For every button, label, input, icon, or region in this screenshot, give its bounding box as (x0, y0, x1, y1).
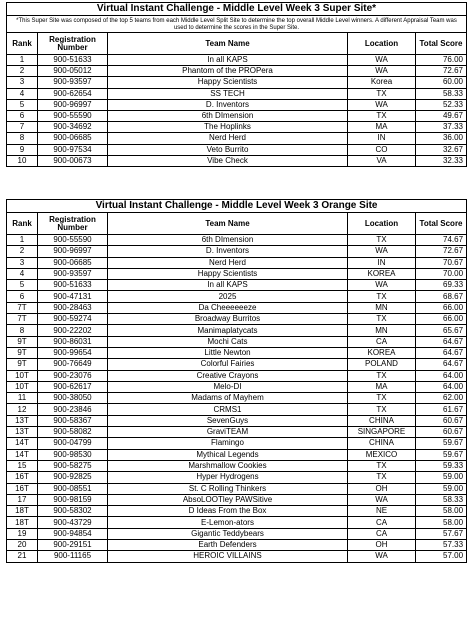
rank-cell: 2 (7, 246, 38, 257)
team-name-cell: D Ideas From the Box (108, 506, 348, 517)
rank-cell: 7T (7, 314, 38, 325)
rank-cell: 15 (7, 460, 38, 471)
table-row (7, 235, 467, 246)
total-score-cell: 49.67 (416, 110, 467, 121)
total-score-cell: 65.67 (416, 325, 467, 336)
location-cell: OH (348, 483, 416, 494)
team-name-cell: Marshmallow Cookies (108, 460, 348, 471)
rank-cell: 5 (7, 99, 38, 110)
team-name-cell: Phantom of the PROPera (108, 66, 348, 77)
total-score-cell: 64.67 (416, 336, 467, 347)
location-cell: WA (348, 99, 416, 110)
registration-cell: 900-93597 (38, 77, 108, 88)
rank-cell: 14T (7, 438, 38, 449)
rank-cell: 10 (7, 155, 38, 166)
table-row (7, 246, 467, 257)
location-cell: CHINA (348, 415, 416, 426)
super-site-header-row (7, 33, 467, 55)
team-name-cell: HEROIC VILLAINS (108, 551, 348, 562)
column-header-registration: Registration Number (38, 33, 108, 55)
table-row (7, 404, 467, 415)
registration-cell: 900-62617 (38, 381, 108, 392)
rank-cell: 4 (7, 88, 38, 99)
total-score-cell: 58.33 (416, 88, 467, 99)
rank-cell: 8 (7, 325, 38, 336)
column-header-registration: Registration Number (38, 213, 108, 235)
team-name-cell: 6th DImension (108, 235, 348, 246)
team-name-cell: In all KAPS (108, 280, 348, 291)
table-row (7, 540, 467, 551)
location-cell: TX (348, 88, 416, 99)
table-row (7, 370, 467, 381)
team-name-cell: GraviTEAM (108, 427, 348, 438)
location-cell: NE (348, 506, 416, 517)
rank-cell: 11 (7, 393, 38, 404)
total-score-cell: 76.00 (416, 55, 467, 66)
rank-cell: 12 (7, 404, 38, 415)
team-name-cell: Colorful Fairies (108, 359, 348, 370)
location-cell: CHINA (348, 438, 416, 449)
team-name-cell: Veto Burrito (108, 144, 348, 155)
registration-cell: 900-58275 (38, 460, 108, 471)
rank-cell: 7T (7, 302, 38, 313)
team-name-cell: SevenGuys (108, 415, 348, 426)
team-name-cell: In all KAPS (108, 55, 348, 66)
super-site-title: Virtual Instant Challenge - Middle Level Week 3 Super Site* (7, 3, 467, 16)
registration-cell: 900-58082 (38, 427, 108, 438)
table-row (7, 483, 467, 494)
orange-site-body (7, 235, 467, 563)
team-name-cell: St. C Rolling Thinkers (108, 483, 348, 494)
team-name-cell: Nerd Herd (108, 133, 348, 144)
registration-cell: 900-34692 (38, 122, 108, 133)
table-row (7, 257, 467, 268)
registration-cell: 900-04799 (38, 438, 108, 449)
total-score-cell: 59.00 (416, 472, 467, 483)
table-row (7, 77, 467, 88)
rank-cell: 9 (7, 144, 38, 155)
total-score-cell: 60.67 (416, 427, 467, 438)
location-cell: WA (348, 280, 416, 291)
total-score-cell: 64.00 (416, 381, 467, 392)
rank-cell: 2 (7, 66, 38, 77)
table-row (7, 144, 467, 155)
location-cell: IN (348, 257, 416, 268)
location-cell: CA (348, 336, 416, 347)
location-cell: MN (348, 302, 416, 313)
rank-cell: 14T (7, 449, 38, 460)
table-row (7, 314, 467, 325)
location-cell: TX (348, 472, 416, 483)
table-row (7, 99, 467, 110)
location-cell: MN (348, 325, 416, 336)
rank-cell: 21 (7, 551, 38, 562)
table-row (7, 460, 467, 471)
location-cell: TX (348, 235, 416, 246)
total-score-cell: 64.67 (416, 359, 467, 370)
registration-cell: 900-23076 (38, 370, 108, 381)
location-cell: TX (348, 314, 416, 325)
table-row (7, 55, 467, 66)
location-cell: VA (348, 155, 416, 166)
total-score-cell: 32.67 (416, 144, 467, 155)
rank-cell: 9T (7, 359, 38, 370)
table-row (7, 133, 467, 144)
rank-cell: 13T (7, 427, 38, 438)
location-cell: TX (348, 291, 416, 302)
location-cell: Korea (348, 77, 416, 88)
rank-cell: 20 (7, 540, 38, 551)
orange-site-title: Virtual Instant Challenge - Middle Level Week 3 Orange Site (7, 200, 467, 213)
total-score-cell: 59.00 (416, 483, 467, 494)
table-row (7, 517, 467, 528)
total-score-cell: 37.33 (416, 122, 467, 133)
location-cell: TX (348, 110, 416, 121)
total-score-cell: 60.67 (416, 415, 467, 426)
table-row (7, 155, 467, 166)
team-name-cell: Hyper Hydrogens (108, 472, 348, 483)
location-cell: CA (348, 528, 416, 539)
total-score-cell: 58.33 (416, 494, 467, 505)
registration-cell: 900-22202 (38, 325, 108, 336)
rank-cell: 16T (7, 483, 38, 494)
location-cell: TX (348, 393, 416, 404)
location-cell: TX (348, 370, 416, 381)
team-name-cell: Little Newton (108, 347, 348, 358)
rank-cell: 1 (7, 235, 38, 246)
location-cell: IN (348, 133, 416, 144)
total-score-cell: 57.67 (416, 528, 467, 539)
table-row (7, 302, 467, 313)
total-score-cell: 59.33 (416, 460, 467, 471)
registration-cell: 900-55590 (38, 235, 108, 246)
registration-cell: 900-43729 (38, 517, 108, 528)
location-cell: TX (348, 404, 416, 415)
column-header-rank: Rank (7, 33, 38, 55)
rank-cell: 9T (7, 336, 38, 347)
location-cell: CO (348, 144, 416, 155)
registration-cell: 900-96997 (38, 246, 108, 257)
team-name-cell: AbsoLOOTley PAWSitive (108, 494, 348, 505)
table-row (7, 393, 467, 404)
location-cell: MA (348, 381, 416, 392)
team-name-cell: 2025 (108, 291, 348, 302)
team-name-cell: Happy Scientists (108, 268, 348, 279)
total-score-cell: 59.67 (416, 438, 467, 449)
team-name-cell: Creative Crayons (108, 370, 348, 381)
registration-cell: 900-97534 (38, 144, 108, 155)
team-name-cell: 6th DImension (108, 110, 348, 121)
rank-cell: 10T (7, 370, 38, 381)
rank-cell: 17 (7, 494, 38, 505)
team-name-cell: Vibe Check (108, 155, 348, 166)
team-name-cell: Mythical Legends (108, 449, 348, 460)
column-header-team-name: Team Name (108, 33, 348, 55)
table-row (7, 381, 467, 392)
total-score-cell: 58.00 (416, 517, 467, 528)
registration-cell: 900-06685 (38, 257, 108, 268)
registration-cell: 900-05012 (38, 66, 108, 77)
super-site-note: *This Super Site was composed of the top 5 teams from each Middle Level Split Site to determine the top overall Middle Level winners. A different Appraisal Team was used to determine the scores in the Super Site. (7, 16, 467, 33)
location-cell: WA (348, 551, 416, 562)
total-score-cell: 58.00 (416, 506, 467, 517)
team-name-cell: Nerd Herd (108, 257, 348, 268)
registration-cell: 900-06685 (38, 133, 108, 144)
location-cell: WA (348, 246, 416, 257)
location-cell: WA (348, 66, 416, 77)
location-cell: KOREA (348, 347, 416, 358)
total-score-cell: 36.00 (416, 133, 467, 144)
total-score-cell: 72.67 (416, 246, 467, 257)
registration-cell: 900-51633 (38, 280, 108, 291)
table-row (7, 88, 467, 99)
location-cell: MEXICO (348, 449, 416, 460)
registration-cell: 900-47131 (38, 291, 108, 302)
rank-cell: 13T (7, 415, 38, 426)
registration-cell: 900-59274 (38, 314, 108, 325)
registration-cell: 900-76649 (38, 359, 108, 370)
column-header-rank: Rank (7, 213, 38, 235)
total-score-cell: 70.67 (416, 257, 467, 268)
column-header-team-name: Team Name (108, 213, 348, 235)
rank-cell: 3 (7, 257, 38, 268)
registration-cell: 900-86031 (38, 336, 108, 347)
location-cell: CA (348, 517, 416, 528)
team-name-cell: Happy Scientists (108, 77, 348, 88)
table-row (7, 528, 467, 539)
total-score-cell: 70.00 (416, 268, 467, 279)
super-site-table (6, 2, 467, 167)
rank-cell: 4 (7, 268, 38, 279)
location-cell: WA (348, 55, 416, 66)
total-score-cell: 61.67 (416, 404, 467, 415)
table-row (7, 449, 467, 460)
total-score-cell: 69.33 (416, 280, 467, 291)
table-row (7, 551, 467, 562)
rank-cell: 16T (7, 472, 38, 483)
location-cell: MA (348, 122, 416, 133)
rank-cell: 18T (7, 517, 38, 528)
team-name-cell: Broadway Burritos (108, 314, 348, 325)
total-score-cell: 64.67 (416, 347, 467, 358)
rank-cell: 1 (7, 55, 38, 66)
column-header-total-score: Total Score (416, 213, 467, 235)
team-name-cell: Da Cheeeeeeze (108, 302, 348, 313)
table-row (7, 325, 467, 336)
registration-cell: 900-98159 (38, 494, 108, 505)
column-header-total-score: Total Score (416, 33, 467, 55)
rank-cell: 3 (7, 77, 38, 88)
rank-cell: 10T (7, 381, 38, 392)
location-cell: SINGAPORE (348, 427, 416, 438)
team-name-cell: Earth Defenders (108, 540, 348, 551)
team-name-cell: Flamingo (108, 438, 348, 449)
table-row (7, 110, 467, 121)
registration-cell: 900-51633 (38, 55, 108, 66)
total-score-cell: 60.00 (416, 77, 467, 88)
rank-cell: 6 (7, 291, 38, 302)
total-score-cell: 72.67 (416, 66, 467, 77)
total-score-cell: 62.00 (416, 393, 467, 404)
table-row (7, 472, 467, 483)
location-cell: OH (348, 540, 416, 551)
total-score-cell: 64.00 (416, 370, 467, 381)
table-row (7, 494, 467, 505)
team-name-cell: Manimaplatycats (108, 325, 348, 336)
registration-cell: 900-58367 (38, 415, 108, 426)
table-row (7, 347, 467, 358)
rank-cell: 8 (7, 133, 38, 144)
location-cell: POLAND (348, 359, 416, 370)
registration-cell: 900-92825 (38, 472, 108, 483)
table-row (7, 66, 467, 77)
registration-cell: 900-08551 (38, 483, 108, 494)
team-name-cell: The Hoplinks (108, 122, 348, 133)
total-score-cell: 66.00 (416, 302, 467, 313)
registration-cell: 900-58302 (38, 506, 108, 517)
table-row (7, 280, 467, 291)
registration-cell: 900-11165 (38, 551, 108, 562)
orange-site-header-row (7, 213, 467, 235)
rank-cell: 5 (7, 280, 38, 291)
total-score-cell: 52.33 (416, 99, 467, 110)
rank-cell: 9T (7, 347, 38, 358)
registration-cell: 900-55590 (38, 110, 108, 121)
registration-cell: 900-38050 (38, 393, 108, 404)
total-score-cell: 59.67 (416, 449, 467, 460)
team-name-cell: Gigantic Teddybears (108, 528, 348, 539)
registration-cell: 900-62654 (38, 88, 108, 99)
total-score-cell: 74.67 (416, 235, 467, 246)
table-row (7, 359, 467, 370)
table-row (7, 122, 467, 133)
registration-cell: 900-94854 (38, 528, 108, 539)
registration-cell: 900-23846 (38, 404, 108, 415)
team-name-cell: SS TECH (108, 88, 348, 99)
registration-cell: 900-98530 (38, 449, 108, 460)
rank-cell: 18T (7, 506, 38, 517)
table-row (7, 268, 467, 279)
team-name-cell: E-Lemon-ators (108, 517, 348, 528)
super-site-body (7, 55, 467, 167)
total-score-cell: 66.00 (416, 314, 467, 325)
total-score-cell: 68.67 (416, 291, 467, 302)
total-score-cell: 57.00 (416, 551, 467, 562)
registration-cell: 900-29151 (38, 540, 108, 551)
table-row (7, 291, 467, 302)
team-name-cell: Mochi Cats (108, 336, 348, 347)
team-name-cell: Melo-DI (108, 381, 348, 392)
total-score-cell: 32.33 (416, 155, 467, 166)
table-row (7, 506, 467, 517)
location-cell: TX (348, 460, 416, 471)
column-header-location: Location (348, 33, 416, 55)
table-row (7, 438, 467, 449)
table-row (7, 427, 467, 438)
table-row (7, 336, 467, 347)
location-cell: KOREA (348, 268, 416, 279)
rank-cell: 6 (7, 110, 38, 121)
registration-cell: 900-28463 (38, 302, 108, 313)
total-score-cell: 57.33 (416, 540, 467, 551)
column-header-location: Location (348, 213, 416, 235)
rank-cell: 7 (7, 122, 38, 133)
registration-cell: 900-99654 (38, 347, 108, 358)
table-row (7, 415, 467, 426)
location-cell: WA (348, 494, 416, 505)
orange-site-table (6, 199, 467, 563)
registration-cell: 900-93597 (38, 268, 108, 279)
team-name-cell: D. Inventors (108, 99, 348, 110)
team-name-cell: Madams of Mayhem (108, 393, 348, 404)
rank-cell: 19 (7, 528, 38, 539)
registration-cell: 900-96997 (38, 99, 108, 110)
registration-cell: 900-00673 (38, 155, 108, 166)
team-name-cell: CRMS1 (108, 404, 348, 415)
team-name-cell: D. Inventors (108, 246, 348, 257)
